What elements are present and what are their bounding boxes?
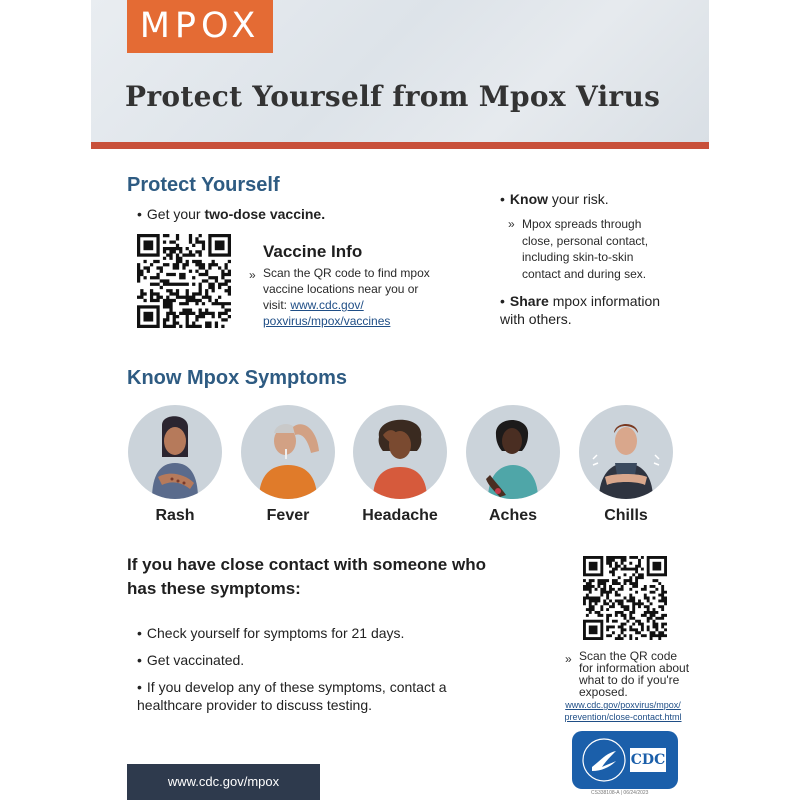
symptom-label: Chills xyxy=(604,507,648,524)
mpox-tag: MPOX xyxy=(127,0,273,53)
vaccine-bullet xyxy=(137,205,325,223)
vaccine-prefix: Get your xyxy=(146,206,205,222)
symptom-label: Fever xyxy=(266,507,310,524)
footer-url-bar[interactable]: www.cdc.gov/mpox xyxy=(127,764,320,800)
vaccine-link-part1[interactable]: www.cdc.gov/ xyxy=(290,298,364,312)
raquo-icon: » xyxy=(508,217,515,231)
cdc-logo-text: CDC xyxy=(630,752,666,768)
scan-text: Scan the QR code for information about what to do if you're exposed. xyxy=(579,649,690,699)
contact-heading: If you have close contact with someone who has these symptoms: xyxy=(127,555,486,598)
share-bold: Share xyxy=(509,293,549,309)
symptom-label: Aches xyxy=(488,507,538,524)
bullet-dot xyxy=(137,679,147,695)
share-bullet xyxy=(500,292,670,328)
chills-person-icon xyxy=(579,405,673,499)
vaccine-info-heading: Vaccine Info xyxy=(263,242,363,261)
close-contact-link-part2[interactable]: prevention/close-contact.html xyxy=(564,712,682,722)
symptom-label: Headache xyxy=(362,507,438,524)
page-title: Protect Yourself from Mpox Virus xyxy=(125,80,661,113)
vaccine-bold: two-dose vaccine. xyxy=(204,206,326,222)
close-contact-link xyxy=(553,699,693,723)
contact-bullet-3 xyxy=(137,678,467,714)
symptom-label: Rash xyxy=(155,507,195,524)
close-contact-qr-code[interactable] xyxy=(583,556,667,640)
protect-heading: Protect Yourself xyxy=(127,174,280,196)
know-bold: Know xyxy=(509,191,549,207)
symptom-chills xyxy=(579,405,673,525)
vaccine-info-text xyxy=(263,265,443,329)
contact-bullet-1: • Check yourself for symptoms for 21 days. xyxy=(137,624,404,642)
raquo-icon: » xyxy=(249,268,256,282)
publication-code: CS338108-A | 06/24/2023 xyxy=(591,790,649,796)
fever-person-icon xyxy=(241,405,335,499)
vaccine-qr-code[interactable] xyxy=(137,234,231,328)
symptom-aches xyxy=(466,405,560,525)
header-banner xyxy=(91,0,709,142)
symptom-headache xyxy=(353,405,447,525)
vaccine-link-part2[interactable]: poxvirus/mpox/vaccines xyxy=(263,314,391,328)
symptom-rash xyxy=(128,405,222,525)
contact-bullet-3-text: If you develop any of these symptoms, contact a healthcare provider to discuss testing. xyxy=(137,679,447,713)
headache-person-icon xyxy=(353,405,447,499)
contact-bullet-2: • Get vaccinated. xyxy=(137,651,244,669)
mpox-poster xyxy=(91,0,709,800)
hhs-cdc-logo xyxy=(572,731,678,789)
spread-text: Mpox spreads through close, personal contact, including skin-to-skin contact and during sex. xyxy=(522,217,649,281)
aches-person-icon xyxy=(466,405,560,499)
share-rest: mpox information with others. xyxy=(500,293,661,327)
symptom-fever xyxy=(241,405,335,525)
rash-person-icon xyxy=(128,405,222,499)
vaccine-info-body: Scan the QR code to find mpox vaccine locations near you or visit: xyxy=(263,266,430,312)
raquo-icon: » xyxy=(565,652,572,666)
symptoms-heading: Know Mpox Symptoms xyxy=(127,367,348,389)
know-risk-bullet xyxy=(500,190,609,208)
close-contact-link-part1[interactable]: www.cdc.gov/poxvirus/mpox/ xyxy=(565,700,681,710)
header-divider xyxy=(91,142,709,149)
know-rest: your risk. xyxy=(548,191,609,207)
